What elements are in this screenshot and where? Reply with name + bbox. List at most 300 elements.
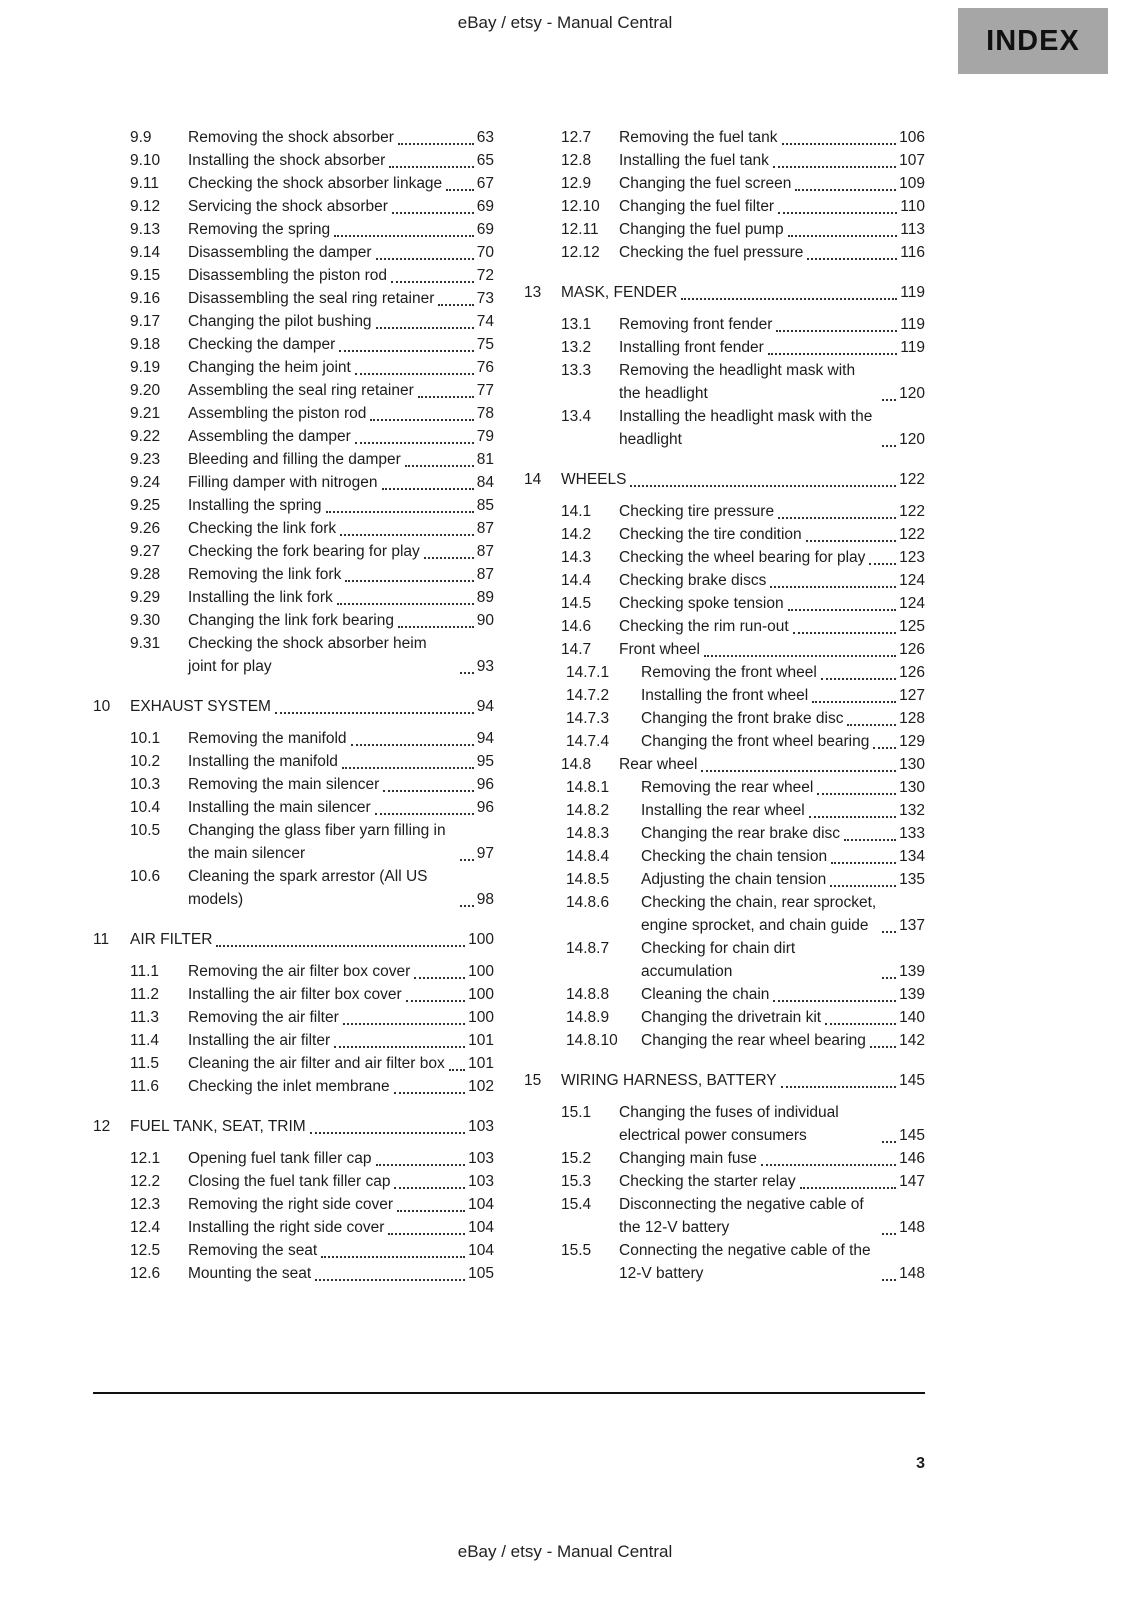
toc-entry[interactable] (93, 149, 494, 172)
toc-entry-title: Changing the rear brake disc (641, 825, 841, 842)
toc-entry-page: 148 (899, 1265, 925, 1282)
toc-entry-title: Rear wheel (619, 756, 698, 773)
toc-entry-page: 96 (476, 799, 494, 816)
dot-leader (337, 586, 474, 605)
toc-entry[interactable] (524, 661, 925, 684)
toc-entry[interactable] (93, 819, 494, 865)
toc-entry[interactable] (93, 695, 494, 718)
toc-entry-page: 137 (899, 917, 925, 934)
toc-entry-page: 125 (899, 618, 925, 635)
toc-entry-number: 14.8.7 (566, 940, 610, 957)
toc-entry[interactable] (524, 707, 925, 730)
toc-entry[interactable] (93, 264, 494, 287)
toc-entry-number: 14 (524, 471, 542, 488)
dot-leader (701, 753, 896, 772)
toc-entry-number: 14.8.2 (566, 802, 610, 819)
toc-entry-number: 10 (93, 698, 111, 715)
toc-entry-title: Installing the headlight mask with the headlight (619, 408, 873, 448)
dot-leader (388, 1216, 465, 1235)
toc-entry-title: Changing the fuel filter (619, 198, 775, 215)
toc-entry-number: 9.26 (130, 520, 161, 537)
toc-entry-title: Checking the fuel pressure (619, 244, 804, 261)
toc-entry[interactable] (93, 471, 494, 494)
toc-entry-page: 130 (899, 779, 925, 796)
toc-entry-number: 12.4 (130, 1219, 161, 1236)
dot-leader (844, 822, 896, 841)
toc-entry-page: 147 (899, 1173, 925, 1190)
toc-entry-page: 90 (476, 612, 494, 629)
toc-entry-number: 13.4 (561, 408, 592, 425)
dot-leader (806, 523, 896, 542)
toc-entry-page: 148 (899, 1219, 925, 1236)
toc-entry[interactable] (93, 1216, 494, 1239)
toc-entry-number: 13.1 (561, 316, 592, 333)
toc-entry[interactable] (524, 730, 925, 753)
toc-entry-title: Assembling the seal ring retainer (188, 382, 414, 399)
toc-entry[interactable] (93, 1147, 494, 1170)
toc-entry-title: Checking the chain tension (641, 848, 828, 865)
toc-entry-number: 14.8.6 (566, 894, 610, 911)
toc-entry[interactable] (93, 1239, 494, 1262)
toc-entry[interactable] (93, 172, 494, 195)
toc-entry[interactable] (524, 891, 925, 937)
toc-entry-title: Checking the tire condition (619, 526, 802, 543)
toc-entry-title: MASK, FENDER (561, 284, 678, 301)
toc-entry[interactable] (93, 1193, 494, 1216)
toc-entry-page: 85 (476, 497, 494, 514)
toc-entry[interactable] (93, 517, 494, 540)
toc-entry[interactable] (524, 1239, 925, 1285)
toc-entry[interactable] (93, 928, 494, 951)
toc-entry-page: 94 (476, 730, 494, 747)
footer-rule (93, 1392, 925, 1394)
dot-leader (882, 1239, 896, 1281)
toc-entry-page: 139 (899, 963, 925, 980)
toc-entry[interactable] (93, 586, 494, 609)
toc-entry-page: 105 (468, 1265, 494, 1282)
toc-entry[interactable] (524, 218, 925, 241)
toc-column-right (524, 126, 925, 1285)
toc-entry[interactable] (93, 960, 494, 983)
toc-entry[interactable] (524, 569, 925, 592)
toc-entry-number: 14.8.10 (566, 1032, 618, 1049)
toc-entry[interactable] (93, 1262, 494, 1285)
toc-entry[interactable] (524, 753, 925, 776)
toc-entry[interactable] (93, 126, 494, 149)
toc-entry[interactable] (93, 494, 494, 517)
toc-entry-number: 9.25 (130, 497, 161, 514)
dot-leader (821, 661, 896, 680)
dot-leader (788, 218, 898, 237)
toc-entry[interactable] (93, 609, 494, 632)
toc-entry-page: 72 (476, 267, 494, 284)
toc-entry-number: 14.8.1 (566, 779, 610, 796)
toc-entry[interactable] (524, 684, 925, 707)
toc-entry-number: 14.7.1 (566, 664, 610, 681)
toc-entry-page: 146 (899, 1150, 925, 1167)
toc-entry[interactable] (524, 1029, 925, 1052)
toc-entry[interactable] (93, 356, 494, 379)
toc-entry-page: 132 (899, 802, 925, 819)
toc-entry[interactable] (93, 750, 494, 773)
toc-entry-number: 14.8 (561, 756, 592, 773)
toc-entry-page: 139 (899, 986, 925, 1003)
toc-entry-title: Front wheel (619, 641, 700, 658)
toc-entry[interactable] (93, 1006, 494, 1029)
toc-entry-page: 104 (468, 1196, 494, 1213)
toc-entry-title: Closing the fuel tank filler cap (188, 1173, 391, 1190)
toc-entry-page: 104 (468, 1219, 494, 1236)
toc-entry[interactable] (524, 195, 925, 218)
toc-entry-page: 103 (468, 1150, 494, 1167)
toc-entry[interactable] (524, 1170, 925, 1193)
toc-entry[interactable] (524, 1069, 925, 1092)
dot-leader (831, 845, 896, 864)
toc-entry-title: Removing the air filter box cover (188, 963, 411, 980)
toc-entry[interactable] (93, 1170, 494, 1193)
toc-entry-number: 9.18 (130, 336, 161, 353)
dot-leader (761, 1147, 896, 1166)
toc-entry[interactable] (524, 313, 925, 336)
toc-entry-title: AIR FILTER (130, 931, 213, 948)
table-of-contents (93, 126, 925, 1285)
toc-entry-title: Checking the inlet membrane (188, 1078, 390, 1095)
toc-entry-number: 9.19 (130, 359, 161, 376)
toc-entry-number: 14.8.5 (566, 871, 610, 888)
toc-entry-title: Removing the headlight mask with the headlight (619, 362, 856, 402)
toc-entry-title: Changing the front wheel bearing (641, 733, 870, 750)
toc-entry[interactable] (93, 310, 494, 333)
dot-leader (782, 126, 897, 145)
toc-entry-title: Changing the heim joint (188, 359, 351, 376)
toc-entry-number: 12.3 (130, 1196, 161, 1213)
toc-entry-page: 129 (899, 733, 925, 750)
dot-leader (343, 1006, 465, 1025)
toc-entry[interactable] (93, 796, 494, 819)
toc-entry[interactable] (524, 405, 925, 451)
toc-entry-title: Removing front fender (619, 316, 773, 333)
dot-leader (382, 471, 474, 490)
toc-entry-page: 122 (899, 526, 925, 543)
toc-entry-number: 12.5 (130, 1242, 161, 1259)
toc-entry[interactable] (93, 287, 494, 310)
toc-entry-page: 70 (476, 244, 494, 261)
toc-entry-title: Installing the air filter box cover (188, 986, 402, 1003)
toc-entry-title: Assembling the piston rod (188, 405, 367, 422)
dot-leader (873, 730, 896, 749)
toc-entry-title: Disassembling the piston rod (188, 267, 388, 284)
toc-entry-number: 12.7 (561, 129, 592, 146)
dot-leader (355, 356, 474, 375)
toc-entry[interactable] (93, 333, 494, 356)
toc-entry-page: 77 (476, 382, 494, 399)
toc-entry-title: Checking for chain dirt accumulation (641, 940, 796, 980)
toc-entry[interactable] (93, 425, 494, 448)
toc-entry-page: 78 (476, 405, 494, 422)
toc-entry-title: Removing the manifold (188, 730, 347, 747)
dot-leader (383, 773, 473, 792)
toc-entry-number: 12 (93, 1118, 111, 1135)
toc-entry-page: 122 (899, 471, 925, 488)
toc-entry[interactable] (524, 336, 925, 359)
toc-entry[interactable] (93, 402, 494, 425)
dot-leader (397, 1193, 465, 1212)
toc-entry[interactable] (524, 359, 925, 405)
footer-title: eBay / etsy - Manual Central (457, 1542, 673, 1561)
dot-leader (405, 448, 474, 467)
toc-entry[interactable] (93, 632, 494, 678)
toc-entry-title: Mounting the seat (188, 1265, 312, 1282)
dot-leader (847, 707, 896, 726)
toc-entry-page: 97 (476, 845, 494, 862)
toc-entry-page: 74 (476, 313, 494, 330)
toc-entry[interactable] (93, 379, 494, 402)
toc-entry[interactable] (524, 615, 925, 638)
toc-entry-title: Installing the shock absorber (188, 152, 386, 169)
dot-leader (882, 1101, 896, 1143)
toc-entry-number: 10.4 (130, 799, 161, 816)
toc-entry-page: 107 (899, 152, 925, 169)
toc-entry[interactable] (93, 773, 494, 796)
dot-leader (376, 310, 474, 329)
toc-entry-number: 9.22 (130, 428, 161, 445)
toc-entry-number: 9.17 (130, 313, 161, 330)
toc-entry-page: 110 (900, 198, 925, 215)
toc-entry-page: 63 (476, 129, 494, 146)
toc-entry-page: 100 (468, 931, 494, 948)
dot-leader (460, 819, 474, 861)
toc-entry-page: 127 (899, 687, 925, 704)
toc-entry[interactable] (524, 937, 925, 983)
toc-entry-title: Checking the shock absorber linkage (188, 175, 443, 192)
toc-entry-title: Changing the fuel screen (619, 175, 792, 192)
toc-entry-number: 11.3 (130, 1009, 160, 1026)
toc-entry[interactable] (93, 983, 494, 1006)
toc-entry[interactable] (524, 1193, 925, 1239)
toc-entry-number: 9.10 (130, 152, 161, 169)
toc-entry-number: 14.6 (561, 618, 592, 635)
toc-entry[interactable] (93, 563, 494, 586)
dot-leader (394, 1170, 465, 1189)
toc-entry-title: Bleeding and filling the damper (188, 451, 401, 468)
toc-entry[interactable] (93, 865, 494, 911)
dot-leader (778, 500, 896, 519)
toc-entry-title: Servicing the shock absorber (188, 198, 388, 215)
dot-leader (460, 865, 474, 907)
toc-entry-title: Filling damper with nitrogen (188, 474, 378, 491)
toc-entry-title: Changing the drivetrain kit (641, 1009, 822, 1026)
toc-entry-title: Changing the glass fiber yarn filling in the main silencer (188, 822, 446, 862)
toc-entry-page: 126 (899, 641, 925, 658)
toc-entry-title: Checking the damper (188, 336, 336, 353)
toc-entry[interactable] (524, 1147, 925, 1170)
toc-entry-title: FUEL TANK, SEAT, TRIM (130, 1118, 306, 1135)
toc-entry[interactable] (524, 868, 925, 891)
toc-entry-page: 133 (899, 825, 925, 842)
toc-entry-title: Connecting the negative cable of the 12-V battery (619, 1242, 871, 1282)
toc-entry-number: 10.6 (130, 868, 161, 885)
dot-leader (809, 799, 896, 818)
toc-entry-page: 93 (476, 658, 494, 675)
toc-entry-number: 11.2 (130, 986, 160, 1003)
toc-entry-title: Installing front fender (619, 339, 764, 356)
toc-entry-number: 12.11 (561, 221, 599, 238)
toc-entry[interactable] (93, 195, 494, 218)
toc-entry-number: 14.8.4 (566, 848, 610, 865)
toc-entry-title: Checking the rim run-out (619, 618, 789, 635)
toc-entry[interactable] (93, 1052, 494, 1075)
dot-leader (704, 638, 896, 657)
toc-entry-page: 81 (476, 451, 494, 468)
toc-entry[interactable] (524, 983, 925, 1006)
toc-entry-number: 9.9 (130, 129, 152, 146)
toc-entry[interactable] (524, 822, 925, 845)
toc-entry-page: 130 (899, 756, 925, 773)
toc-entry-title: Installing the right side cover (188, 1219, 385, 1236)
toc-entry[interactable] (524, 1006, 925, 1029)
toc-entry-number: 9.11 (130, 175, 160, 192)
dot-leader (389, 149, 473, 168)
toc-entry[interactable] (524, 523, 925, 546)
toc-entry[interactable] (524, 126, 925, 149)
toc-entry-page: 119 (900, 284, 925, 301)
toc-entry-title: Removing the main silencer (188, 776, 380, 793)
toc-entry[interactable] (93, 1029, 494, 1052)
toc-entry-number: 14.7.2 (566, 687, 610, 704)
toc-entry[interactable] (524, 776, 925, 799)
toc-entry-page: 100 (468, 963, 494, 980)
toc-entry-number: 15.3 (561, 1173, 592, 1190)
toc-entry-number: 15.1 (561, 1104, 592, 1121)
toc-entry-page: 106 (899, 129, 925, 146)
toc-entry-page: 79 (476, 428, 494, 445)
toc-entry[interactable] (524, 799, 925, 822)
toc-entry-title: Removing the air filter (188, 1009, 339, 1026)
toc-entry-page: 104 (468, 1242, 494, 1259)
toc-entry-number: 13 (524, 284, 542, 301)
toc-entry-title: Cleaning the spark arrestor (All US models) (188, 868, 428, 908)
toc-entry-number: 9.13 (130, 221, 161, 238)
toc-entry-page: 120 (899, 385, 925, 402)
toc-entry-number: 12.10 (561, 198, 600, 215)
toc-entry[interactable] (93, 1115, 494, 1138)
toc-entry-page: 100 (468, 986, 494, 1003)
toc-entry-page: 94 (476, 698, 494, 715)
toc-entry-title: Removing the seat (188, 1242, 318, 1259)
toc-entry[interactable] (93, 241, 494, 264)
toc-entry-title: Checking tire pressure (619, 503, 775, 520)
toc-entry[interactable] (524, 638, 925, 661)
toc-entry-number: 14.8.9 (566, 1009, 610, 1026)
toc-entry-number: 9.21 (130, 405, 161, 422)
toc-entry-title: Changing the link fork bearing (188, 612, 394, 629)
index-tab[interactable] (958, 8, 1108, 74)
toc-entry-title: Disconnecting the negative cable of the 12-V battery (619, 1196, 864, 1236)
toc-entry-page: 84 (476, 474, 494, 491)
dot-leader (630, 468, 896, 487)
toc-entry-title: Checking the fork bearing for play (188, 543, 420, 560)
toc-entry[interactable] (524, 172, 925, 195)
dot-leader (342, 750, 474, 769)
dot-leader (375, 796, 474, 815)
toc-entry-number: 9.16 (130, 290, 161, 307)
toc-entry-page: 87 (476, 566, 494, 583)
toc-entry[interactable] (93, 218, 494, 241)
toc-entry-page: 124 (899, 572, 925, 589)
toc-entry-number: 10.1 (130, 730, 161, 747)
toc-entry-number: 14.7 (561, 641, 592, 658)
toc-entry-title: Installing the rear wheel (641, 802, 805, 819)
dot-leader (376, 1147, 466, 1166)
toc-entry-title: Removing the fuel tank (619, 129, 778, 146)
toc-entry[interactable] (93, 1075, 494, 1098)
toc-entry-page: 100 (468, 1009, 494, 1026)
toc-entry[interactable] (93, 448, 494, 471)
index-tab-label: INDEX (986, 24, 1080, 57)
toc-entry[interactable] (524, 241, 925, 264)
toc-entry[interactable] (524, 592, 925, 615)
toc-entry-page: 145 (899, 1072, 925, 1089)
dot-leader (355, 425, 474, 444)
toc-entry-title: Disassembling the damper (188, 244, 372, 261)
toc-entry[interactable] (524, 1101, 925, 1147)
toc-entry-number: 12.9 (561, 175, 592, 192)
toc-entry[interactable] (524, 500, 925, 523)
toc-entry[interactable] (524, 468, 925, 491)
toc-entry-number: 14.2 (561, 526, 592, 543)
toc-entry-number: 10.5 (130, 822, 161, 839)
dot-leader (340, 517, 474, 536)
dot-leader (345, 563, 473, 582)
toc-entry-title: Removing the link fork (188, 566, 342, 583)
toc-entry-number: 13.3 (561, 362, 592, 379)
toc-entry-page: 87 (476, 520, 494, 537)
toc-entry-number: 9.15 (130, 267, 161, 284)
toc-entry-page: 67 (476, 175, 494, 192)
toc-entry-number: 9.29 (130, 589, 161, 606)
toc-entry-page: 103 (468, 1118, 494, 1135)
toc-entry-number: 11.1 (130, 963, 160, 980)
dot-leader (446, 172, 474, 191)
toc-entry-number: 14.1 (561, 503, 592, 520)
toc-entry-page: 120 (899, 431, 925, 448)
toc-entry-page: 126 (899, 664, 925, 681)
toc-entry-number: 14.5 (561, 595, 592, 612)
toc-entry-title: Installing the fuel tank (619, 152, 769, 169)
toc-entry-page: 102 (468, 1078, 494, 1095)
dot-leader (391, 264, 474, 283)
toc-entry-title: Changing main fuse (619, 1150, 757, 1167)
toc-entry-number: 9.31 (130, 635, 161, 652)
toc-entry-page: 69 (476, 221, 494, 238)
toc-entry-number: 12.12 (561, 244, 600, 261)
dot-leader (376, 241, 474, 260)
toc-entry-page: 101 (468, 1055, 494, 1072)
toc-entry-number: 15.5 (561, 1242, 592, 1259)
toc-entry-number: 9.23 (130, 451, 161, 468)
dot-leader (812, 684, 896, 703)
toc-entry[interactable] (93, 727, 494, 750)
toc-entry-number: 14.7.3 (566, 710, 610, 727)
toc-entry[interactable] (93, 540, 494, 563)
toc-entry[interactable] (524, 845, 925, 868)
toc-entry[interactable] (524, 281, 925, 304)
toc-entry[interactable] (524, 546, 925, 569)
toc-entry-number: 15.2 (561, 1150, 592, 1167)
toc-entry[interactable] (524, 149, 925, 172)
dot-leader (398, 609, 474, 628)
toc-entry-title: Changing the fuel pump (619, 221, 784, 238)
